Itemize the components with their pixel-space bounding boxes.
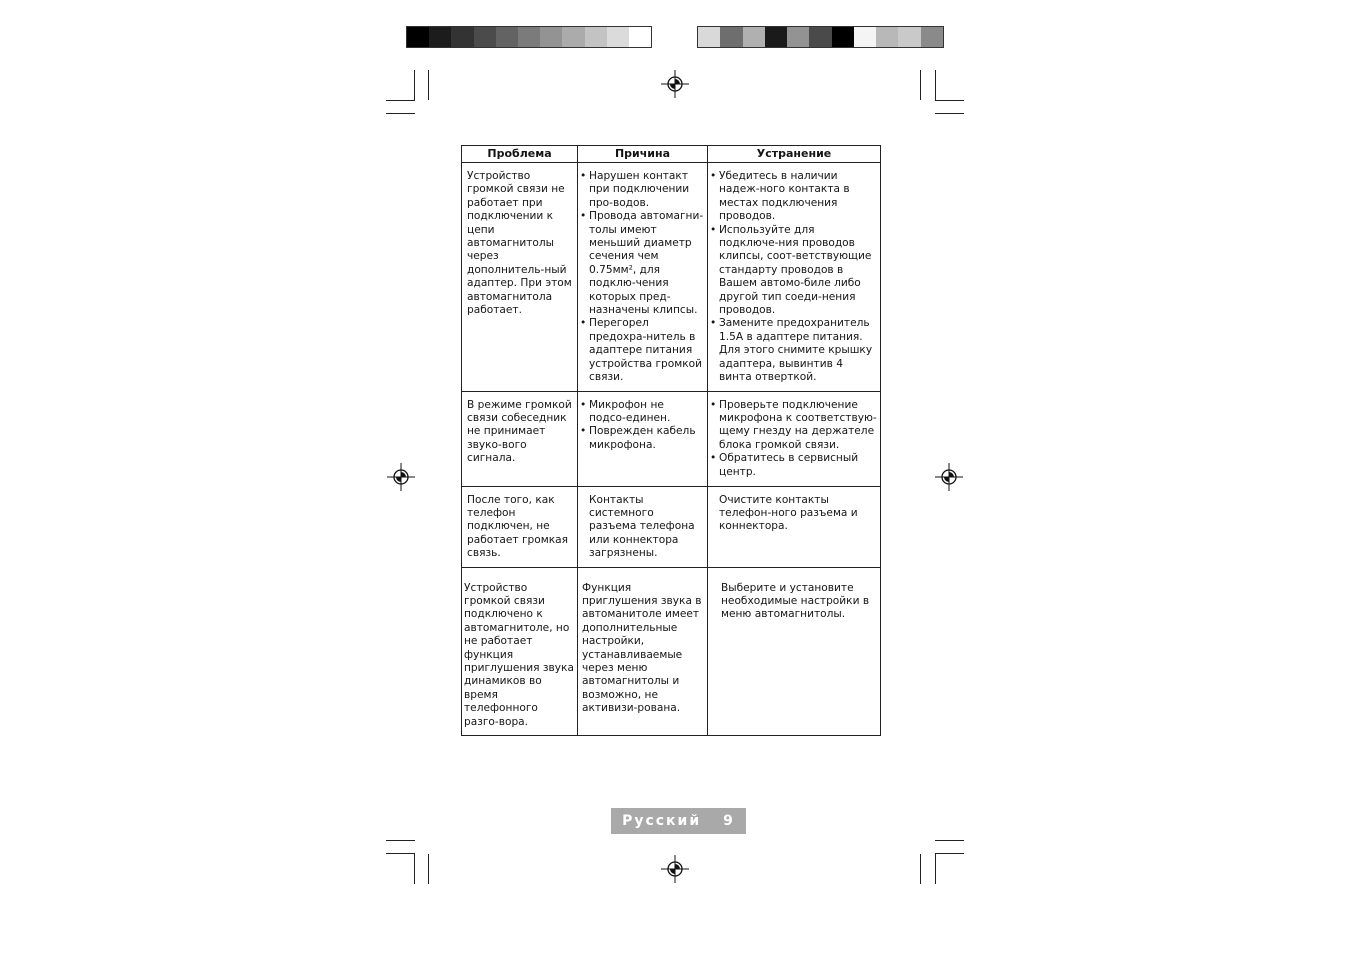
list-item: • Убедитесь в наличии надеж-ного контакта в местах подключения проводов. <box>710 170 877 224</box>
color-calibration-strip-right <box>697 26 944 48</box>
fix-list <box>710 399 877 479</box>
page-footer-tab <box>611 808 746 834</box>
registration-mark-top <box>661 70 689 98</box>
crop-mark <box>386 853 415 854</box>
table-row <box>462 391 881 486</box>
fix-text: Очистите контакты телефон-ного разъема и коннектора. <box>719 493 858 533</box>
crop-mark <box>386 100 415 101</box>
header-problem: Проблема <box>462 146 578 163</box>
calibration-swatch <box>787 27 809 47</box>
calibration-swatch <box>629 27 651 47</box>
calibration-swatch <box>765 27 787 47</box>
fix-cell <box>708 486 881 567</box>
calibration-swatch <box>743 27 765 47</box>
cause-cell <box>578 163 708 392</box>
page-number: 9 <box>723 813 735 829</box>
problem-cell <box>462 486 578 567</box>
crop-mark <box>935 100 964 101</box>
calibration-swatch <box>407 27 429 47</box>
cause-cell <box>578 486 708 567</box>
calibration-swatch <box>921 27 943 47</box>
calibration-swatch <box>429 27 451 47</box>
problem-text: После того, как телефон подключен, не работает громкая связь. <box>467 493 568 560</box>
calibration-swatch <box>698 27 720 47</box>
list-item: • Замените предохранитель 1.5А в адаптере питания. Для этого снимите крышку адаптера, вывинтив 4 винта отверткой. <box>710 317 877 384</box>
calibration-swatch <box>562 27 584 47</box>
list-item: • Нарушен контакт при подключении про-водов. <box>580 170 704 210</box>
crop-mark <box>935 853 964 854</box>
problem-text: Устройство громкой связи подключено к автомагнитоле, но не работает функция приглушения звука динамиков во время телефонного разго-вора. <box>464 581 574 728</box>
calibration-swatch <box>585 27 607 47</box>
crop-mark <box>428 854 429 884</box>
problem-text: Устройство громкой связи не работает при подключении к цепи автомагнитолы через дополнитель-ный адаптер. При этом автомагнитола работает. <box>467 170 572 317</box>
crop-mark <box>386 840 415 841</box>
list-item: • Обратитесь в сервисный центр. <box>710 452 877 479</box>
table-row <box>462 163 881 392</box>
language-label: Русский <box>622 813 702 829</box>
crop-mark <box>935 840 964 841</box>
crop-mark <box>414 854 415 884</box>
calibration-swatch <box>496 27 518 47</box>
fix-cell <box>708 391 881 486</box>
calibration-swatch <box>451 27 473 47</box>
calibration-swatch <box>854 27 876 47</box>
calibration-swatch <box>832 27 854 47</box>
crop-mark <box>428 70 429 100</box>
problem-text: В режиме громкой связи собеседник не принимает звуко-вого сигнала. <box>467 398 572 465</box>
calibration-swatch <box>474 27 496 47</box>
header-cause: Причина <box>578 146 708 163</box>
crop-mark <box>935 854 936 884</box>
crop-mark <box>935 70 936 100</box>
problem-cell <box>462 391 578 486</box>
table-row <box>462 567 881 735</box>
calibration-swatch <box>607 27 629 47</box>
crop-mark <box>920 70 921 100</box>
fix-text: Выберите и установите необходимые настройки в меню автомагнитолы. <box>721 581 870 621</box>
crop-mark <box>920 854 921 884</box>
cause-list <box>580 399 704 453</box>
troubleshooting-table-container <box>461 145 880 736</box>
fix-cell <box>708 163 881 392</box>
fix-cell <box>708 567 881 735</box>
header-fix: Устранение <box>708 146 881 163</box>
crop-mark <box>386 113 415 114</box>
cause-text: Функция приглушения звука в автоманитоле имеет дополнительные настройки, устанавливаемые через меню автомагнитолы и возможно, не активизи-рована. <box>582 581 702 715</box>
crop-mark <box>414 70 415 100</box>
fix-list <box>710 170 877 385</box>
crop-mark <box>935 113 964 114</box>
registration-mark-left <box>387 463 415 491</box>
color-calibration-strip-left <box>406 26 652 48</box>
table-row <box>462 486 881 567</box>
calibration-swatch <box>540 27 562 47</box>
calibration-swatch <box>809 27 831 47</box>
calibration-swatch <box>720 27 742 47</box>
list-item: • Поврежден кабель микрофона. <box>580 425 704 452</box>
calibration-swatch <box>898 27 920 47</box>
problem-cell <box>462 567 578 735</box>
problem-cell <box>462 163 578 392</box>
list-item: • Используйте для подключе-ния проводов клипсы, соот-ветствующие стандарту проводов в Вашем автомо-биле либо другой тип соеди-нения проводов. <box>710 224 877 318</box>
list-item: • Перегорел предохра-нитель в адаптере питания устройства громкой связи. <box>580 317 704 384</box>
list-item: • Провода автомагни-толы имеют меньший диаметр сечения чем 0.75мм², для подклю-чения которых пред-назначены клипсы. <box>580 210 704 317</box>
list-item: • Проверьте подключение микрофона к соответствую-щему гнезду на держателе блока громкой связи. <box>710 399 877 453</box>
table-header-row <box>462 146 881 163</box>
calibration-swatch <box>876 27 898 47</box>
cause-cell <box>578 567 708 735</box>
troubleshooting-table <box>461 145 881 736</box>
list-item: • Микрофон не подсо-единен. <box>580 399 704 426</box>
registration-mark-right <box>935 463 963 491</box>
cause-text: Контакты системного разъема телефона или коннектора загрязнены. <box>589 493 695 560</box>
cause-cell <box>578 391 708 486</box>
cause-list <box>580 170 704 385</box>
registration-mark-bottom <box>661 855 689 883</box>
calibration-swatch <box>518 27 540 47</box>
